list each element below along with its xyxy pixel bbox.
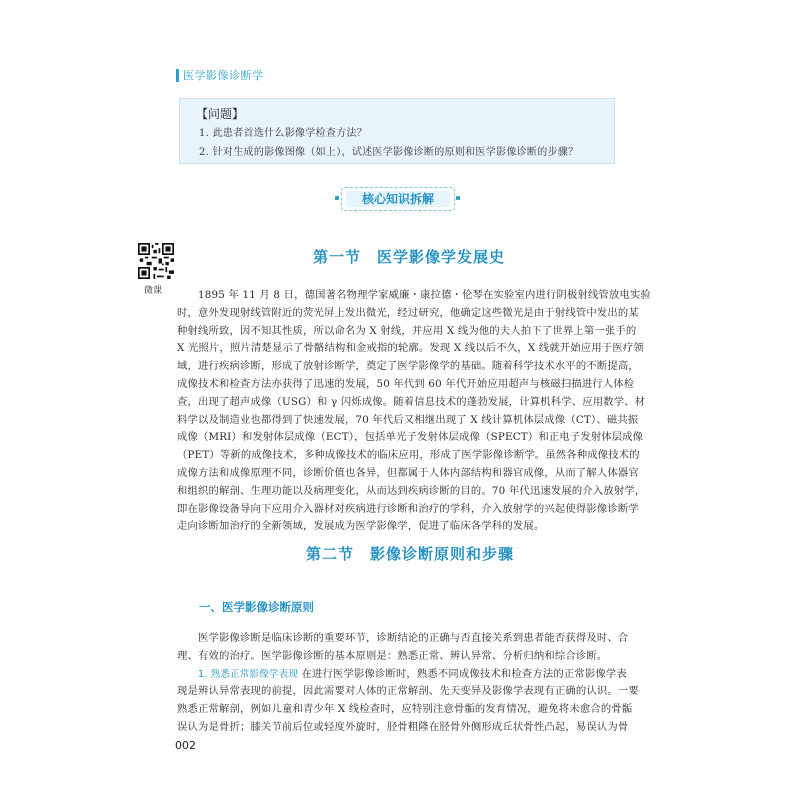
body-line: 熟悉正常解剖，例如儿童和青少年 X 线检查时，应特别注意骨骺的发育情况，避免将未愈合的骨骺 <box>177 703 633 716</box>
point-1-label: 1. 熟悉正常影像学表现 <box>198 668 298 680</box>
point-1-first-text: 在进行医学影像诊断时，熟悉不同成像技术和检查方法的正常影像学表 <box>301 667 627 680</box>
body-line: 种射线所致，因不知其性质，所以命名为 X 射线，并应用 X 线为他的夫人拍下了世界上第一张手的 <box>177 324 637 337</box>
body-line: 和组织的解剖、生理功能以及病理变化，从而达到疾病诊断的目的。70 年代迅速发展的介入放射学， <box>177 484 646 497</box>
body-line: 理、有效的治疗。医学影像诊断的基本原则是：熟悉正常、辨认异常、分析归纳和综合诊断。 <box>177 649 608 662</box>
body-line: 成像（MRI）和发射体层成像（ECT），包括单光子发射体层成像（SPECT）和正电子发射体层成像 <box>177 431 644 444</box>
subsection-heading: 一、医学影像诊断原则 <box>199 600 314 614</box>
body-line: 医学影像诊断是临床诊断的重要环节，诊断结论的正确与否直接关系到患者能否获得及时、合 <box>198 632 629 644</box>
question-box-heading: 【问题】 <box>196 107 245 121</box>
body-line: （PET）等新的成像技术，多种成像技术的临床应用，形成了医学影像诊断学。虽然各种成像技术的 <box>177 449 640 462</box>
question-1: 1. 此患者首选什么影像学检查方法？ <box>199 128 368 139</box>
banner-label: 核心知识拆解 <box>346 191 450 207</box>
header-accent-bar <box>176 69 179 82</box>
point-1-line <box>177 666 627 684</box>
banner-left-dot <box>335 196 339 200</box>
micro-lesson-label: 微课 <box>144 286 163 296</box>
body-line: 域，进行疾病诊断，形成了放射诊断学，奠定了医学影像学的基础。随着科学技术水平的不断提高， <box>177 360 639 373</box>
banner-right-dot <box>456 196 460 200</box>
section-1-title: 第一节 医学影像学发展史 <box>313 248 506 266</box>
page-number: 002 <box>175 739 196 752</box>
running-header-title: 医学影像诊断学 <box>183 69 264 82</box>
body-line: 查，出现了超声成像（USG）和 γ 闪烁成像。随着信息技术的蓬勃发展，计算机科学、应用数学、材 <box>177 395 646 408</box>
body-line: 现是辨认异常表现的前提，因此需要对人体的正常解剖、先天变异及影像学表现有正确的认识。一要 <box>177 685 639 698</box>
core-knowledge-banner <box>341 187 455 211</box>
body-line: 误认为是骨折；膝关节前后位或轻度外旋时，胫骨粗隆在胫骨外侧形成丘状骨性凸起，易误认为骨 <box>177 720 629 733</box>
body-line: 成像方法和成像原理不同，诊断价值也各异，但都属于人体内部结构和器官成像，从而了解人体器官 <box>177 466 639 479</box>
question-2: 2. 针对生成的影像图像（如上），试述医学影像诊断的原则和医学影像诊断的步骤？ <box>199 147 579 158</box>
body-line: 时，意外发现射线管附近的荧光屏上发出微光，经过研究，他确定这些微光是由于射线管中发出的某 <box>177 306 639 319</box>
body-line: 料学以及制造业也都得到了快速发展，70 年代后又相继出现了 X 线计算机体层成像（CT）、磁共振 <box>177 413 639 426</box>
section-2-title: 第二节 影像诊断原则和步骤 <box>306 545 515 563</box>
qr-code-icon[interactable] <box>138 243 174 279</box>
body-line: 走向诊断加治疗的全新领域，发展成为医学影像学，促进了临床各学科的发展。 <box>177 520 545 533</box>
body-line: 成像技术和检查方法亦获得了迅速的发展，50 年代到 60 年代开始应用超声与核磁扫描进行人体检 <box>177 377 635 390</box>
body-line: X 光照片，照片清楚显示了骨骼结构和金戒指的轮廓。发现 X 线以后不久，X 线就开始应用于医疗领 <box>177 342 644 355</box>
body-line: 1895 年 11 月 8 日，德国著名物理学家威廉・康拉德・伦琴在实验室内进行阴极射线管放电实验 <box>198 289 652 301</box>
section-1-body <box>177 287 652 536</box>
body-line: 即在影像设备导向下应用介入器材对疾病进行诊断和治疗的学科，介入放射学的兴起使得影像诊断学 <box>177 502 639 515</box>
section-2-body <box>177 630 639 737</box>
